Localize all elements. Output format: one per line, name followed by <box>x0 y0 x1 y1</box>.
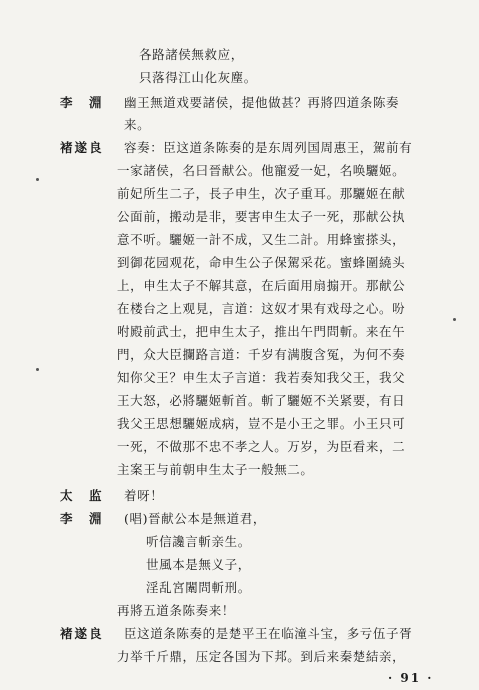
text-line: 容奏：臣这道条陈奏的是东周列国周惠王，駕前有 <box>124 140 413 155</box>
text-line: 听信讒言斬亲生。 <box>146 534 251 549</box>
text-line: 再將五道条陈奏来！ <box>117 603 235 618</box>
text-line: 幽王無道戏要諸侯，提他做甚？再將四道条陈奏 <box>124 95 400 110</box>
text-line: 意不听。驪姬一計不成，又生二計。用蜂蜜搽头， <box>117 232 406 247</box>
text-line: 臣这道条陈奏的是楚平王在临潼斗宝，多亏伍子胥 <box>124 626 413 641</box>
text-line: 一家諸侯，名曰晉献公。他寵爱一妃，名唤驪姬。 <box>117 163 406 178</box>
scan-speck <box>36 178 39 181</box>
text-line: 王大怒，必將驪姬斬首。斬了驪姬不关紧要，有日 <box>117 393 406 408</box>
text-line: 力举千斤鼎，压定各国为下邦。到后来秦楚結亲， <box>117 649 406 664</box>
text-line: 各路諸侯無救应， <box>139 47 244 62</box>
scan-speck <box>453 318 456 321</box>
speaker-label: 褚遂良 <box>60 626 104 641</box>
text-line: 公面前，搬动是非，要害申生太子一死，那献公执 <box>117 209 406 224</box>
text-line: 着呀！ <box>124 488 164 503</box>
speaker-label: 褚遂良 <box>60 140 104 155</box>
text-line: 咐殿前武士，把申生太子，推出午門問斬。来在午 <box>117 324 406 339</box>
text-line: 在楼台之上观見，言道：这奴才果有戏母之心。吩 <box>117 301 406 316</box>
text-line: 来。 <box>124 117 151 132</box>
text-line: 知你父王？申生太子言道：我若奏知我父王，我父 <box>117 370 406 385</box>
text-line: 我父王思想驪姬成病，豈不是小王之罪。小王只可 <box>117 416 406 431</box>
text-line: 門，众大臣攔路言道：千岁有满腹含冤，为何不奏 <box>117 347 406 362</box>
text-line: 前妃所生二子，長子申生，次子重耳。那驪姬在献 <box>117 186 406 201</box>
text-line: 到御花园观花，命申生公子保駕采花。蜜蜂圍繞头 <box>117 255 406 270</box>
page-number: · 91 · <box>388 671 434 685</box>
scan-speck <box>36 368 39 371</box>
text-line: 主案王与前朝申生太子一般無二。 <box>117 462 314 477</box>
text-line: 一死，不做那不忠不孝之人。万岁，为臣看来，二 <box>117 439 406 454</box>
text-line: 世風本是無义子， <box>146 557 251 572</box>
speaker-label: 太 监 <box>60 488 104 503</box>
text-line: 淫乱宮闈問斬刑。 <box>146 580 251 595</box>
text-line: 只落得江山化灰塵。 <box>139 70 257 85</box>
speaker-label: 李 淵 <box>60 511 104 526</box>
speaker-label: 李 淵 <box>60 95 104 110</box>
text-line: 上，申生太子不解其意，在后面用扇搧开。那献公 <box>117 278 406 293</box>
text-line: (唱)晉献公本是無道君， <box>124 511 266 526</box>
